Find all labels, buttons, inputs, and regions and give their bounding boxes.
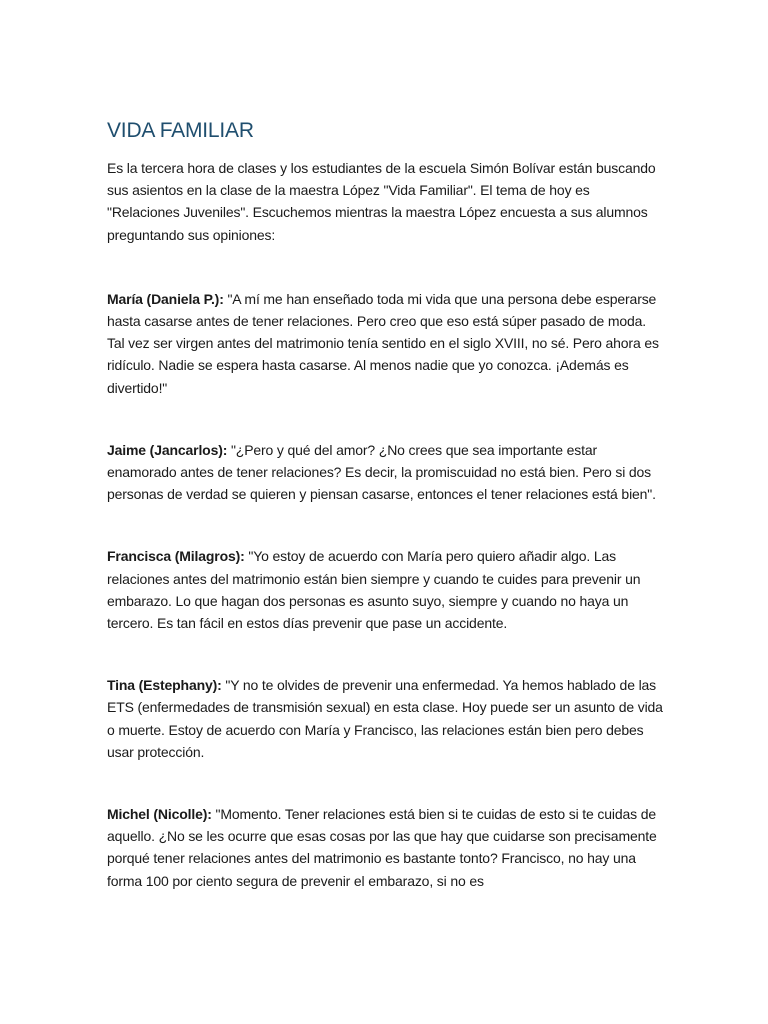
speech-text: "Momento. Tener relaciones está bien si te cuidas de esto si te cuidas de aquello. ¿No se les ocurre que esas cosas por las que hay que cuidarse son precisamente porqué tener relaciones antes del matrimonio es bastante tonto? Francisco, no hay una forma 100 por ciento segura de prevenir el embarazo, si no es [107, 806, 657, 889]
speech-text: "Y no te olvides de prevenir una enfermedad. Ya hemos hablado de las ETS (enfermedades de transmisión sexual) en esta clase. Hoy puede ser un asunto de vida o muerte. Estoy de acuerdo con María y Francisco, las relaciones están bien pero debes usar protección. [107, 677, 663, 760]
dialogue-paragraph-jaime [107, 439, 663, 506]
document-page [107, 117, 663, 892]
speech-text: "A mí me han enseñado toda mi vida que una persona debe esperarse hasta casarse antes de tener relaciones. Pero creo que eso está súper pasado de moda. Tal vez ser virgen antes del matrimonio tenía sentido en el siglo XVIII, no sé. Pero ahora es ridículo. Nadie se espera hasta casarse. Al menos nadie que yo conozca. ¡Además es divertido!" [107, 290, 659, 396]
dialogue-paragraph-maria [107, 288, 663, 399]
speaker-name: Tina (Estephany): [107, 677, 222, 694]
speaker-name: María (Daniela P.): [107, 290, 224, 307]
speech-text: "Yo estoy de acuerdo con María pero quiero añadir algo. Las relaciones antes del matrimonio están bien siempre y cuando te cuides para prevenir un embarazo. Lo que hagan dos personas es asunto suyo, siempre y cuando no haya un tercero. Es tan fácil en estos días prevenir que pase un accidente. [107, 548, 641, 632]
speech-text: "¿Pero y qué del amor? ¿No crees que sea importante estar enamorado antes de tener relaciones? Es decir, la promiscuidad no está bien. Pero si dos personas de verdad se quieren y piensan casarse, entonces el tener relaciones está bien". [107, 441, 656, 503]
dialogue-paragraph-tina [107, 674, 663, 763]
speaker-name: Jaime (Jancarlos): [107, 441, 228, 458]
dialogue-paragraph-michel [107, 803, 663, 892]
dialogue-paragraph-francisca [107, 545, 663, 634]
speaker-name: Francisca (Milagros): [107, 548, 245, 565]
document-title: VIDA FAMILIAR [107, 119, 254, 142]
speaker-name: Michel (Nicolle): [107, 806, 212, 823]
intro-paragraph: Es la tercera hora de clases y los estudiantes de la escuela Simón Bolívar están buscando sus asientos en la clase de la maestra López "Vida Familiar". El tema de hoy es "Relaciones Juveniles". Escuchemos mientras la maestra López encuesta a sus alumnos preguntando sus opiniones: [107, 160, 656, 243]
